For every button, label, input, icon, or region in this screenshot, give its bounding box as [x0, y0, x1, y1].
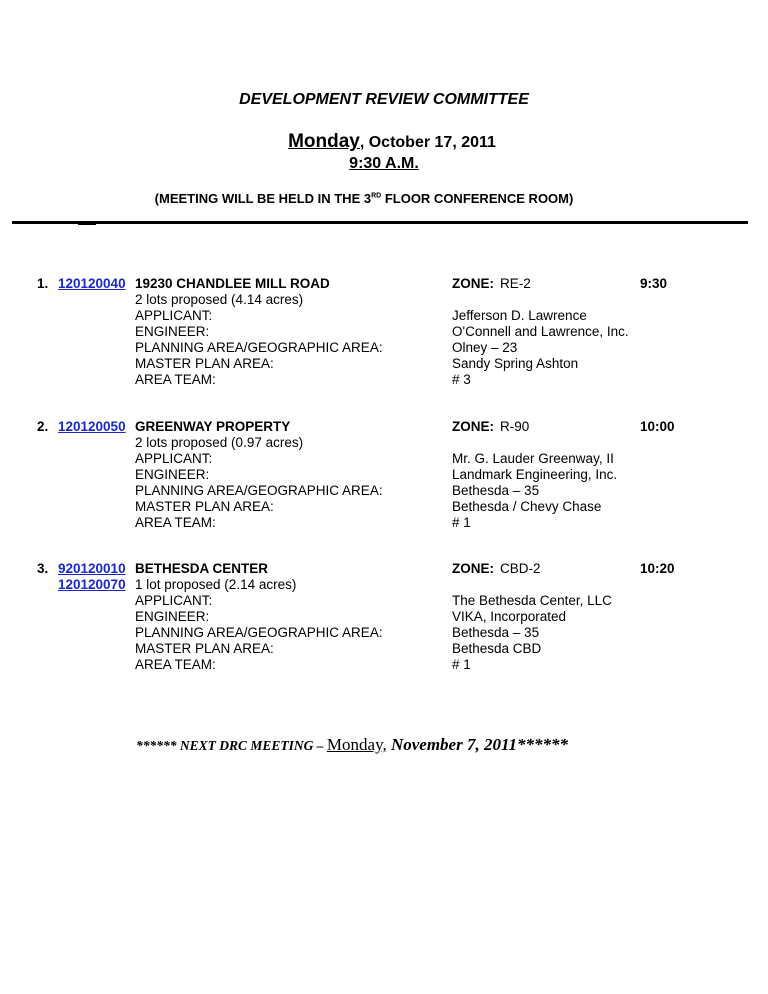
lots-proposed: 2 lots proposed (4.14 acres): [135, 292, 304, 307]
planning-area-label: PLANNING AREA/GEOGRAPHIC AREA:: [135, 483, 383, 498]
planning-area-value: Olney – 23: [452, 340, 518, 355]
meeting-date: [0, 131, 768, 153]
master-plan-value: Bethesda / Chevy Chase: [452, 499, 602, 514]
location-superscript: RD: [371, 192, 382, 200]
master-plan-label: MASTER PLAN AREA:: [135, 641, 274, 656]
master-plan-label: MASTER PLAN AREA:: [135, 356, 274, 371]
zone: [452, 419, 529, 435]
area-team-label: AREA TEAM:: [135, 515, 216, 530]
location-text-post: FLOOR CONFERENCE ROOM): [381, 191, 574, 206]
item-number: 1.: [37, 276, 49, 291]
case-number-link[interactable]: 120120040: [58, 276, 126, 291]
engineer-label: ENGINEER:: [135, 467, 210, 482]
location-text-pre: (MEETING WILL BE HELD IN THE 3: [154, 191, 372, 206]
applicant-label: APPLICANT:: [135, 451, 213, 466]
project-name: BETHESDA CENTER: [135, 561, 269, 576]
zone-value: CBD-2: [500, 561, 541, 576]
planning-area-value: Bethesda – 35: [452, 483, 540, 498]
case-number-link[interactable]: 120120070: [58, 577, 126, 592]
divider-tick: [78, 224, 96, 225]
case-number-link[interactable]: 920120010: [58, 561, 126, 576]
meeting-date-rest: , October 17, 2011: [359, 134, 496, 151]
applicant-value: Mr. G. Lauder Greenway, II: [452, 451, 614, 466]
next-meeting-notice: [136, 735, 568, 755]
meeting-time: 9:30 A.M.: [349, 155, 419, 172]
meeting-location: [0, 191, 728, 206]
master-plan-value: Bethesda CBD: [452, 641, 542, 656]
case-number-link[interactable]: 120120050: [58, 419, 126, 434]
applicant-label: APPLICANT:: [135, 593, 213, 608]
area-team-value: # 3: [452, 372, 471, 387]
area-team-label: AREA TEAM:: [135, 372, 216, 387]
engineer-value: Landmark Engineering, Inc.: [452, 467, 618, 482]
zone-value: RE-2: [500, 276, 531, 291]
next-meeting-day: Monday,: [326, 735, 387, 754]
time-slot: 9:30: [640, 276, 668, 291]
time-slot: 10:00: [640, 419, 675, 434]
next-meeting-prefix: ****** NEXT DRC MEETING –: [136, 738, 327, 753]
master-plan-label: MASTER PLAN AREA:: [135, 499, 274, 514]
header-divider: [12, 221, 748, 224]
item-number: 2.: [37, 419, 49, 434]
engineer-value: O'Connell and Lawrence, Inc.: [452, 324, 629, 339]
engineer-label: ENGINEER:: [135, 324, 210, 339]
next-meeting-date: November 7, 2011: [386, 735, 518, 754]
planning-area-label: PLANNING AREA/GEOGRAPHIC AREA:: [135, 340, 383, 355]
zone-label: ZONE:: [452, 561, 494, 576]
engineer-value: VIKA, Incorporated: [452, 609, 567, 624]
planning-area-value: Bethesda – 35: [452, 625, 540, 640]
zone-value: R-90: [500, 419, 530, 434]
master-plan-value: Sandy Spring Ashton: [452, 356, 579, 371]
meeting-day: Monday: [288, 131, 360, 152]
area-team-label: AREA TEAM:: [135, 657, 216, 672]
zone-label: ZONE:: [452, 276, 494, 291]
page-title: DEVELOPMENT REVIEW COMMITTEE: [239, 91, 529, 108]
zone: [452, 276, 531, 292]
lots-proposed: 2 lots proposed (0.97 acres): [135, 435, 304, 450]
next-meeting-suffix: ******: [517, 735, 569, 754]
time-slot: 10:20: [640, 561, 675, 576]
applicant-value: Jefferson D. Lawrence: [452, 308, 587, 323]
lots-proposed: 1 lot proposed (2.14 acres): [135, 577, 297, 592]
area-team-value: # 1: [452, 515, 471, 530]
project-name: 19230 CHANDLEE MILL ROAD: [135, 276, 330, 291]
zone: [452, 561, 541, 577]
zone-label: ZONE:: [452, 419, 494, 434]
planning-area-label: PLANNING AREA/GEOGRAPHIC AREA:: [135, 625, 383, 640]
project-name: GREENWAY PROPERTY: [135, 419, 291, 434]
area-team-value: # 1: [452, 657, 471, 672]
applicant-value: The Bethesda Center, LLC: [452, 593, 612, 608]
engineer-label: ENGINEER:: [135, 609, 210, 624]
applicant-label: APPLICANT:: [135, 308, 213, 323]
item-number: 3.: [37, 561, 49, 576]
